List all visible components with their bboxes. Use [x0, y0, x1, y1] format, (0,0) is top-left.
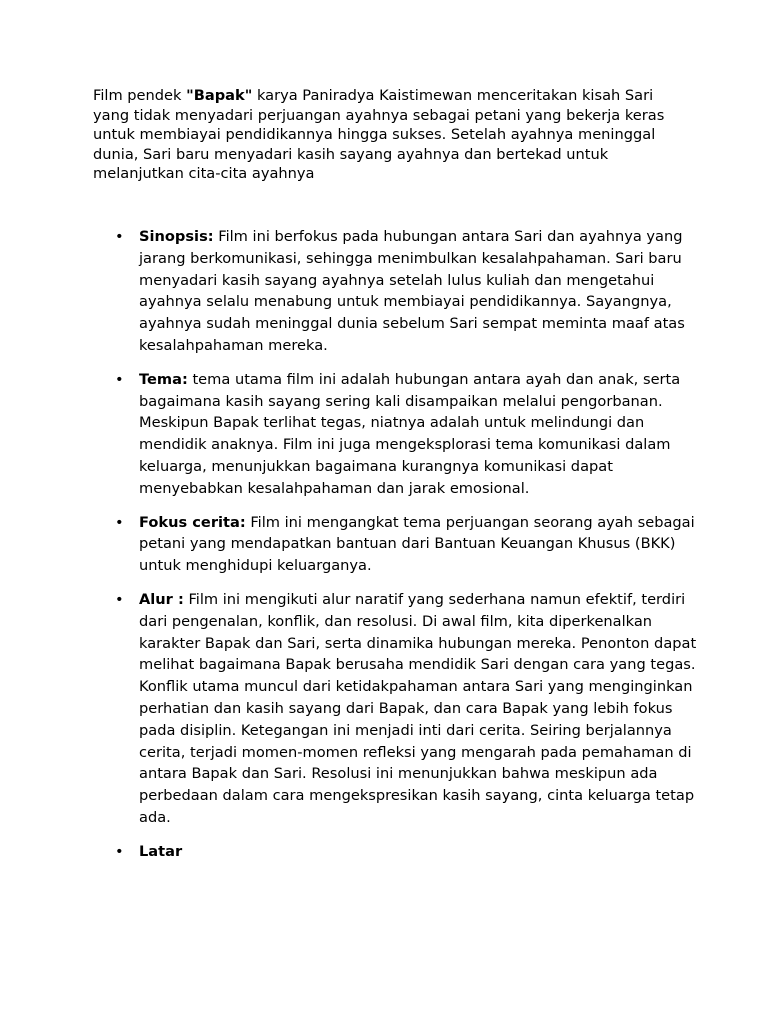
section-label: Latar	[139, 842, 183, 860]
intro-body: karya Paniradya Kaistimewan menceritakan kisah Sari yang tidak menyadari perjuangan ayahnya sebagai petani yang bekerja keras untuk membiayai pendidikannya hingga sukses. Setelah ayahnya meninggal dunia, Sari baru menyadari kasih sayang ayahnya dan bertekad untuk melanjutkan cita-cita ayahnya	[93, 87, 665, 182]
intro-paragraph	[93, 86, 693, 184]
intro-prefix: Film pendek	[93, 87, 187, 104]
section-label: Fokus cerita:	[139, 513, 246, 531]
section-label: Alur :	[139, 590, 184, 608]
section-label: Sinopsis:	[139, 228, 214, 245]
bullet-icon: •	[115, 370, 124, 388]
section-label: Tema:	[139, 370, 188, 388]
bullet-icon: •	[115, 590, 124, 608]
list-item-tema	[0, 369, 699, 500]
bullet-icon: •	[115, 513, 124, 531]
section-text: Film ini berfokus pada hubungan antara Sari dan ayahnya yang jarang berkomunikasi, sehingga menimbulkan kesalahpahaman. Sari baru menyadari kasih sayang ayahnya setelah lulus kuliah dan mengetahui ayahnya selalu menabung untuk membiayai pendidikannya. Sayangnya, ayahnya sudah meninggal dunia sebelum Sari sempat meminta maaf atas kesalahpahaman mereka.	[139, 228, 685, 354]
list-item-alur	[0, 589, 699, 829]
section-text: Film ini mengikuti alur naratif yang sederhana namun efektif, terdiri dari pengenalan, konflik, dan resolusi. Di awal film, kita diperkenalkan karakter Bapak dan Sari, serta dinamika hubungan mereka. Penonton dapat melihat bagaimana Bapak berusaha mendidik Sari dengan cara yang tegas. Konflik utama muncul dari ketidakpahaman antara Sari yang menginginkan perhatian dan kasih sayang dari Bapak, dan cara Bapak yang lebih fokus pada disiplin. Ketegangan ini menjadi inti dari cerita. Seiring berjalannya cerita, terjadi momen-momen refleksi yang mengarah pada pemahaman di antara Bapak dan Sari. Resolusi ini menunjukkan bahwa meskipun ada perbedaan dalam cara mengekspresikan kasih sayang, cinta keluarga tetap ada.	[139, 590, 697, 826]
list-item-sinopsis	[0, 226, 699, 357]
section-text: tema utama film ini adalah hubungan antara ayah dan anak, serta bagaimana kasih sayang sering kali disampaikan melalui pengorbanan. Meskipun Bapak terlihat tegas, niatnya adalah untuk melindungi dan mendidik anaknya. Film ini juga mengeksplorasi tema komunikasi dalam keluarga, menunjukkan bagaimana kurangnya komunikasi dapat menyebabkan kesalahpahaman dan jarak emosional.	[139, 370, 681, 497]
bullet-icon: •	[115, 842, 124, 860]
list-item-fokus-cerita	[0, 512, 699, 577]
section-list	[0, 226, 768, 875]
list-item-latar	[0, 841, 699, 863]
section-text: Film ini mengangkat tema perjuangan seorang ayah sebagai petani yang mendapatkan bantuan dari Bantuan Keuangan Khusus (BKK) untuk menghidupi keluarganya.	[139, 513, 695, 575]
film-title: "Bapak"	[186, 87, 253, 104]
bullet-icon: •	[115, 228, 124, 245]
